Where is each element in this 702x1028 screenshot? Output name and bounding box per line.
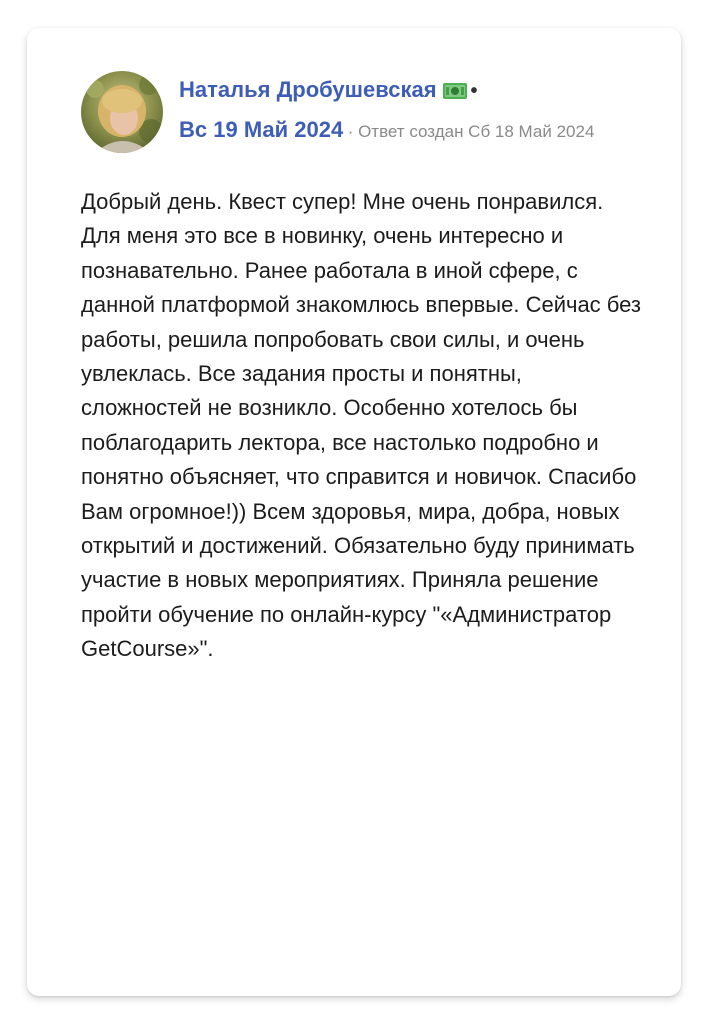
comment-card [27,28,681,996]
comment-date-link[interactable]: Вс 19 Май 2024 [179,117,344,142]
comment-text: Добрый день. Квест супер! Мне очень понравился. Для меня это все в новинку, очень интересно и познавательно. Ранее работала в иной сфере, с данной платформой знакомлюсь впервые. Сейчас без работы, решила попробовать свои силы, и очень увлеклась. Все задания просты и понятны, сложностей не возникло. Особенно хотелось бы поблагодарить лектора, все настолько подробно и понятно объясняет, что справится и новичок. Спасибо Вам огромное!)) Всем здоровья, мира, добра, новых открытий и достижений. Обязательно буду принимать участие в новых мероприятиях. Приняла решение пройти обучение по онлайн-курсу "«Администратор GetCourse»". [81,189,641,662]
comment-header [179,72,639,150]
money-bill-icon [443,77,467,112]
author-name-link[interactable]: Наталья Дробушевская [179,77,437,102]
created-note: · Ответ создан Сб 18 Май 2024 [347,122,595,141]
separator-dot: • [470,80,478,102]
avatar-image [81,71,163,153]
avatar[interactable] [81,71,163,153]
